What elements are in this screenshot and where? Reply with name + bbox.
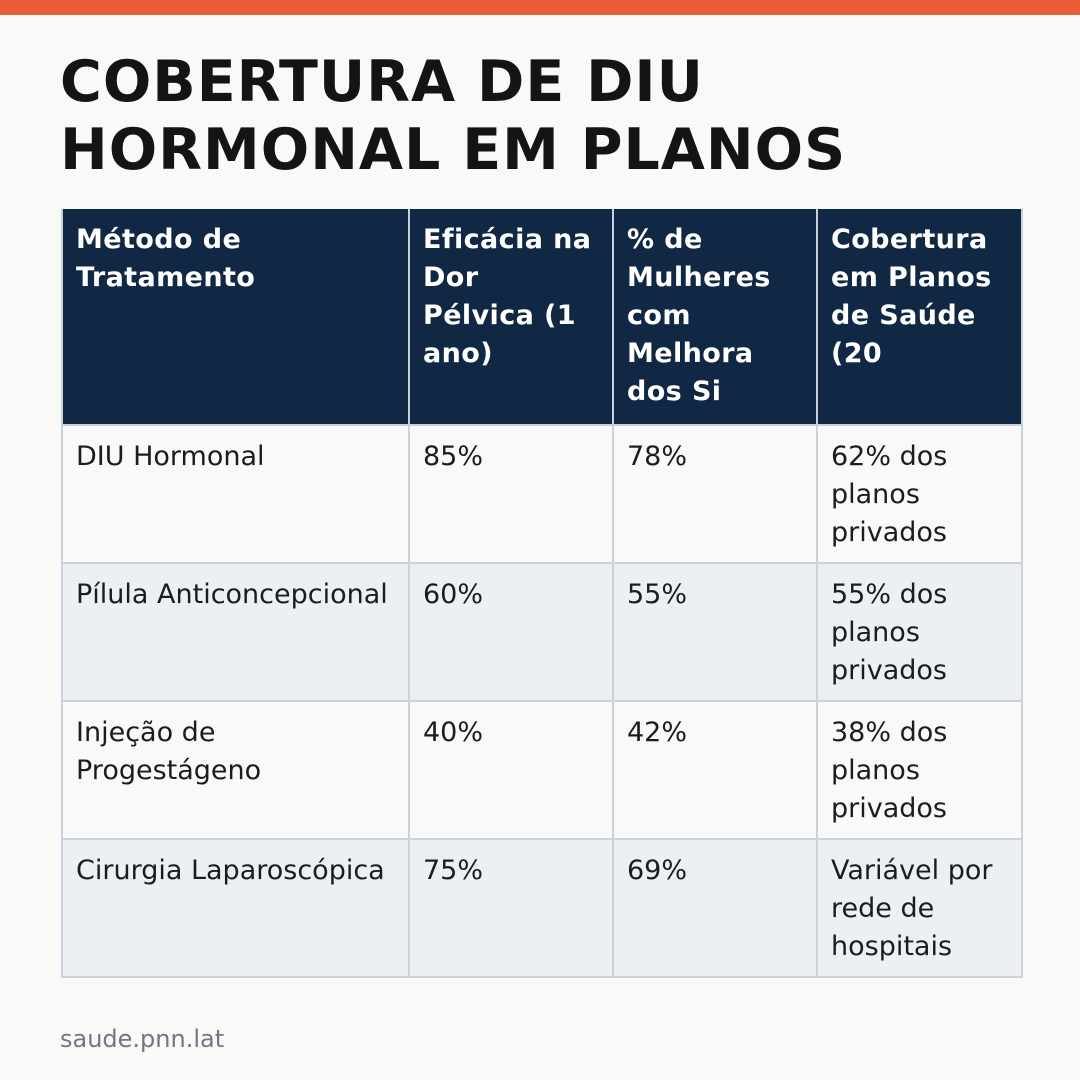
cell-efficacy: 40% xyxy=(409,701,613,839)
cell-efficacy: 60% xyxy=(409,563,613,701)
cell-improvement: 78% xyxy=(613,425,817,563)
cell-method: Pílula Anticoncepcional xyxy=(62,563,409,701)
cell-coverage: 38% dos planos privados xyxy=(817,701,1022,839)
cell-efficacy: 75% xyxy=(409,839,613,977)
header-cell-efficacy: Eficácia na Dor Pélvica (1 ano) xyxy=(409,209,613,425)
table-row xyxy=(62,701,1022,839)
table-header-row xyxy=(62,209,1022,425)
cell-coverage: Variável por rede de hospitais xyxy=(817,839,1022,977)
header-cell-improvement: % de Mulheres com Melhora dos Si xyxy=(613,209,817,425)
cell-improvement: 69% xyxy=(613,839,817,977)
table-body xyxy=(62,425,1022,977)
cell-improvement: 55% xyxy=(613,563,817,701)
header-cell-coverage: Cobertura em Planos de Saúde (20 xyxy=(817,209,1022,425)
cell-improvement: 42% xyxy=(613,701,817,839)
header-cell-method: Método de Tratamento xyxy=(62,209,409,425)
cell-efficacy: 85% xyxy=(409,425,613,563)
cell-method: Injeção de Progestágeno xyxy=(62,701,409,839)
cell-method: DIU Hormonal xyxy=(62,425,409,563)
cell-coverage: 62% dos planos privados xyxy=(817,425,1022,563)
page-title: COBERTURA DE DIU HORMONAL EM PLANOS xyxy=(60,49,847,183)
table-row xyxy=(62,839,1022,977)
table-row xyxy=(62,425,1022,563)
cell-method: Cirurgia Laparoscópica xyxy=(62,839,409,977)
table-row xyxy=(62,563,1022,701)
footer-source: saude.pnn.lat xyxy=(60,1025,225,1053)
table-header xyxy=(62,209,1022,425)
top-accent-bar xyxy=(0,0,1080,15)
cell-coverage: 55% dos planos privados xyxy=(817,563,1022,701)
comparison-table xyxy=(61,209,1023,978)
